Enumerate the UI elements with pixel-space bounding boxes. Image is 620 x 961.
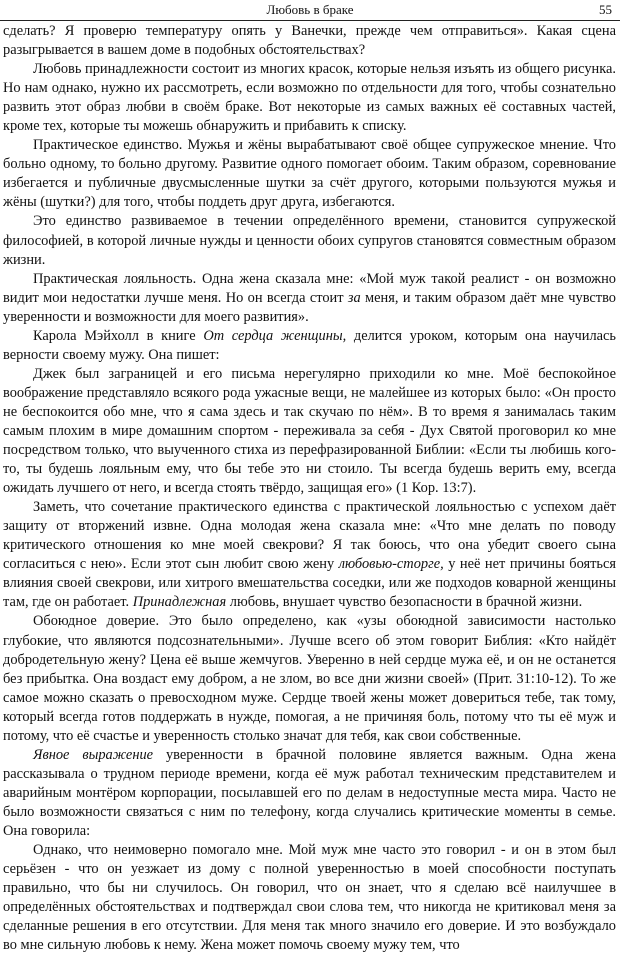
paragraph [3, 746, 616, 841]
italic-text: Принадлежная [132, 594, 227, 611]
paragraph [3, 327, 616, 365]
italic-text: От сердца женщины, [203, 327, 347, 344]
italic-text: Явное выражение [33, 746, 154, 763]
paragraph [3, 212, 616, 269]
text-run: делится уроком, которым она научилась верности своему мужу. Она пишет: [3, 327, 616, 363]
body-text [3, 22, 616, 955]
text-run: Заметь, что сочетание практического единства с практической лояльностью с успехом даёт защиту от вторжений извне. Одна молодая жена сказала мне: «Что мне делать по поводу критического отношения ко мне моей свекрови? Я так боюсь, что она убедит своего сына согласиться с нею». Если этот сын любит свою жену [3, 499, 616, 573]
running-header [0, 0, 620, 21]
italic-text: за [347, 289, 361, 306]
paragraph [3, 136, 616, 212]
paragraph [3, 365, 616, 498]
text-run: Это единство развиваемое в течении определённого времени, становится супружеской философией, в которой личные нужды и ценности обоих супругов становятся совместным образом жизни. [3, 213, 616, 268]
paragraph [3, 270, 616, 327]
text-run: Практическое единство. Мужья и жёны вырабатывают своё общее супружеское мнение. Что больно одному, то больно другому. Развитие одного помогает обоим. Таким образом, соревнование избегается и публичные двусмысленные шутки за счёт другого, которыми пользуются мужья и жёны (шутки?) для того, чтобы поддеть друг друга, избегаются. [3, 137, 616, 211]
paragraph [3, 498, 616, 612]
text-run: Практическая лояльность. Одна жена сказала мне: «Мой муж такой реалист - он возможно видит мои недостатки лучше меня. Но он всегда стоит [3, 270, 616, 306]
text-run: Однако, что неимоверно помогало мне. Мой муж мне часто это говорил - и он в этом был серьёзен - что он уезжает из дому с полной уверенностью в моей способности поступать правильно, что бы ни случилось. Он говорил, что он знает, что я сделаю всё наилучшее в определённых обстоятельствах и подтверждал свои слова тем, что никогда не критиковал меня за сделанные решения в его отсутствии. Для меня так много значило его доверие. И это возбуждало во мне сильную любовь к нему. Жена может помочь своему мужу тем, что [3, 842, 616, 954]
text-run: сделать? Я проверю температуру опять у Ванечки, прежде чем отправиться». Какая сцена разыгрывается в вашем доме в подобных обстоятельствах? [3, 23, 616, 59]
running-title: Любовь в браке [266, 2, 354, 17]
page-number: 55 [599, 2, 612, 17]
paragraph [3, 60, 616, 136]
text-run: Любовь принадлежности состоит из многих красок, которые нельзя изъять из общего рисунка. Но нам однако, нужно их рассмотреть, если возможно по отдельности для того, чтобы сознательно развить этот образ любви в своём браке. Вот некоторые из самых важных её составных частей, кроме тех, которые ты можешь обнаружить и прибавить к списку. [3, 61, 616, 135]
paragraph [3, 841, 616, 955]
text-run: у неё нет причины бояться влияния своей свекрови, или хитрого вмешательства соседки, или же подходов коварной женщины там, где он работает. [3, 556, 616, 611]
text-run: Джек был заграницей и его письма нерегулярно приходили ко мне. Моё беспокойное воображение представляло всякого рода ужасные вещи, не малейшее из которых было: «Он просто не беспокоится обо мне, что я сама здесь и так скучаю по нём». В то время я занималась таким самым плохим в мире домашним спортом - переживала за себя - Дух Святой проговорил ко мне посредством только, что выученного стиха из перефразированной Библии: «Если ты любишь кого-то, ты будешь лояльным ему, что бы тебе это ни стоило. Ты всегда будешь верить ему, всегда ожидать лучшего от него, и всегда стоять твёрдо, защищая его» (1 Кор. 13:7). [3, 365, 616, 497]
text-run: Обоюдное доверие. Это было определено, как «узы обоюдной зависимости настолько глубокие, что являются подсознательными». Лучше всего об этом говорит Библия: «Кто найдёт добродетельную жену? Цена её выше жемчугов. Уверенно в ней сердце мужа её, и он не останется без прибытка. Она воздаст ему добром, а не злом, во все дни жизни своей» (Прит. 31:10-12). То же самое можно сказать о превосходном муже. Сердце твоей жены может довериться тебе, так тому, который всегда готов поддержать в нужде, помогая, а не причиняя боль, потому что ты её муж и потому, что её счастье и уверенность столько значат для тебя, как свои собственные. [3, 613, 616, 744]
text-run: Карола Мэйхолл в книге [33, 327, 204, 344]
text-run: любовь, внушает чувство безопасности в брачной жизни. [226, 594, 583, 611]
italic-text: любовью-сторге, [338, 556, 444, 573]
paragraph [3, 612, 616, 745]
text-run: меня, и таким образом даёт мне чувство уверенности и возможности для моего развития». [3, 289, 616, 325]
text-run: уверенности в брачной половине является важным. Одна жена рассказывала о трудном периоде времени, когда её муж работал техническим представителем и аварийным монтёром корпорации, посылавшей его по делам в недоступные места мира. Часто не было возможности связаться с ним по телефону, когда случались критические моменты в семье. Она говорила: [3, 746, 616, 839]
paragraph [3, 22, 616, 60]
